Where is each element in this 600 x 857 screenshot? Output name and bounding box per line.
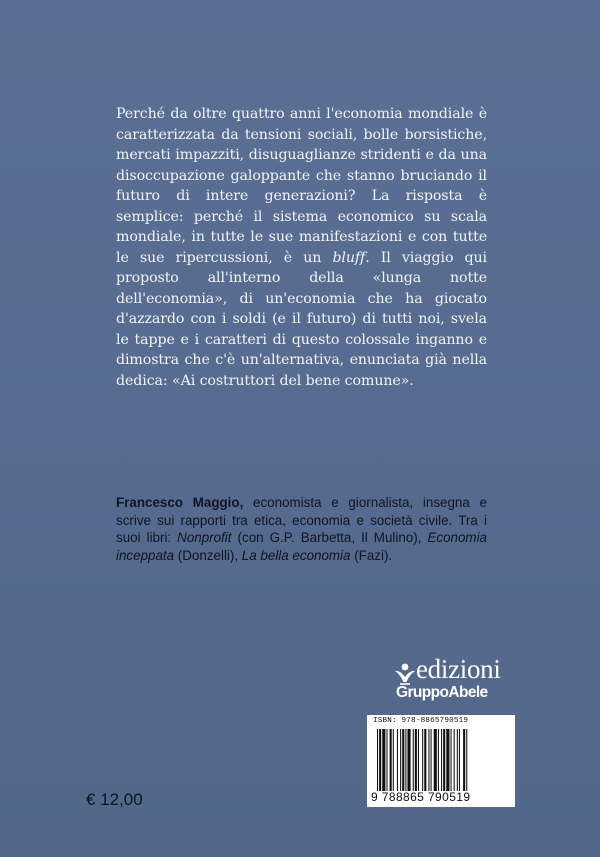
barcode-bar [405, 729, 406, 791]
barcode-bar [418, 729, 419, 791]
author-bio-paragraph [116, 494, 487, 564]
barcode-bar [443, 729, 445, 791]
author-bio [116, 494, 487, 564]
barcode-bar [441, 729, 442, 791]
barcode-bar [379, 729, 381, 791]
author-bio-text-3: (Donzelli), [174, 547, 242, 563]
barcode-bar [428, 729, 429, 791]
barcode-bar [457, 729, 458, 791]
publisher-logo [394, 654, 514, 704]
barcode-bar [422, 729, 423, 791]
publisher-name-gruppo-abele: GruppoAbele [396, 684, 488, 701]
cover-blurb [116, 104, 487, 391]
barcode-bar [382, 729, 385, 791]
barcode-bar [463, 729, 465, 791]
barcode-bar [415, 729, 417, 791]
barcode-bar [446, 729, 449, 791]
author-book-3: La bella economia [241, 547, 351, 563]
publisher-logo-mark-icon [394, 662, 416, 686]
author-bio-text-1: economista e giornalista, insegna e scrive sui rapporti tra etica, economia e società civile. Tra i suoi libri: [116, 495, 488, 545]
blurb-paragraph [116, 104, 487, 391]
author-bio-text-2: (con G.P. Barbetta, Il Mulino), [231, 530, 428, 545]
barcode-bar [466, 729, 467, 791]
blurb-text-part2: . Il viaggio qui proposto all'interno della «lunga notte dell'economia», di un'economia che ha giocato d'azzardo con i soldi (e il futuro) di tutti noi, svela le tappe e i caratteri di questo colossale inganno e dimostra che c'è un'alternativa, enunciata già nella dedica: «Ai costruttori del bene comune». [116, 249, 487, 389]
author-name: Francesco Maggio, [116, 495, 244, 510]
barcode-bar [424, 729, 426, 791]
barcode-bar [407, 729, 410, 791]
barcode-bar [393, 729, 394, 791]
barcode-bar [431, 729, 432, 791]
barcode-bar [451, 729, 452, 791]
barcode-bar [390, 729, 392, 791]
price-label: € 12,00 [86, 790, 143, 809]
barcode-bar [434, 729, 437, 791]
barcode-bar [402, 729, 404, 791]
barcode-bar [454, 729, 455, 791]
barcode-bar [459, 729, 460, 791]
barcode-bar [397, 729, 398, 791]
isbn-barcode [367, 715, 515, 807]
author-book-2: Economia inceppata [116, 530, 487, 563]
publisher-name-edizioni: edizioni [416, 654, 501, 684]
isbn-label: ISBN: 978-8865790519 [373, 717, 469, 725]
barcode-bar [377, 729, 378, 791]
barcode-bar [386, 729, 387, 791]
barcode-bar [438, 729, 439, 791]
blurb-emphasis: bluff [332, 249, 366, 266]
author-bio-text-4: (Fazi). [350, 547, 393, 563]
barcode-bar [413, 729, 414, 791]
barcode-bar [400, 729, 401, 791]
author-book-1: Nonprofit [177, 530, 232, 545]
blurb-text-part1: Perché da oltre quattro anni l'economia mondiale è caratterizzata da tensioni sociali, bolle borsistiche, mercati impazziti, disuguaglianze stridenti e da una disoccupazione galoppante che stanno bruciando il futuro di intere generazioni? La risposta è semplice: perché il sistema economico su scala mondiale, in tutte le sue manifestazioni e con tutte le sue ripercussioni, è un [116, 106, 487, 266]
barcode-number: 9 788865 790519 [371, 790, 471, 804]
